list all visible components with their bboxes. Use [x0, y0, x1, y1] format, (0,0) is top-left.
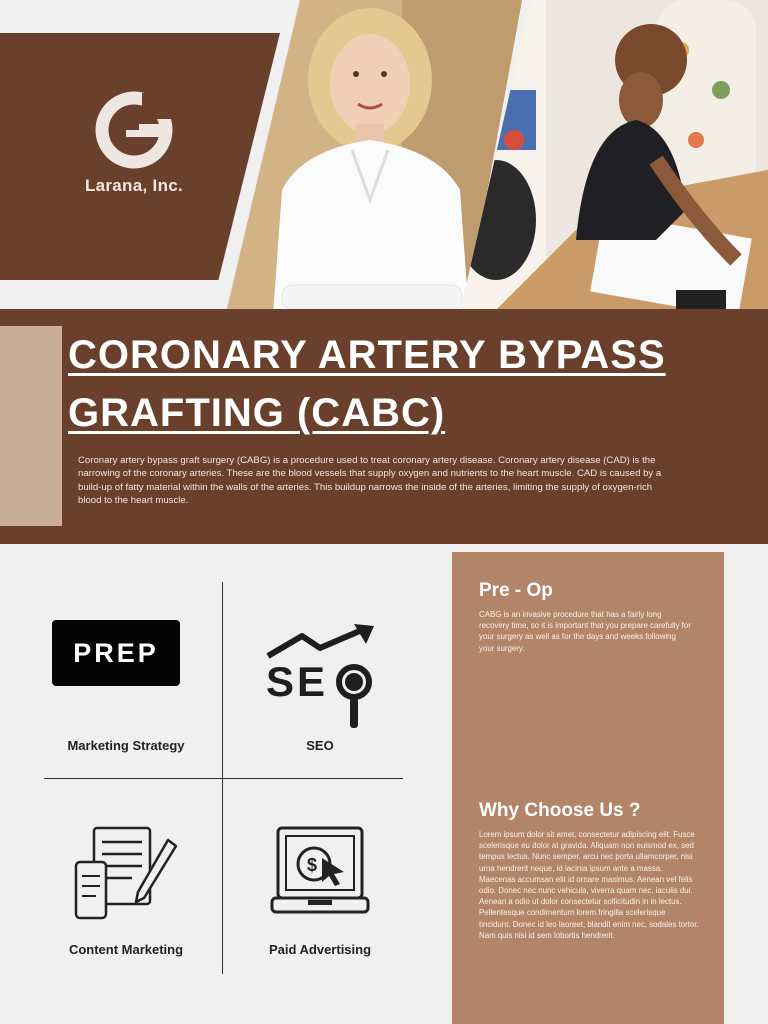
paid-advertising-laptop-icon: [270, 826, 370, 918]
page-title-line-2: GRAFTING (CABC): [68, 391, 446, 435]
page-title-line-1: CORONARY ARTERY BYPASS: [68, 333, 666, 377]
why-choose-text: Lorem ipsum dolor sit amet, consectetur adipiscing elit. Fusce scelerisque eu dolor at gravida. Aliquam non euismod ex, sed tempus lectus. Nunc semper, arcu nec porta ullamcorper, nisi urna hendrerit neque, id lacinia ipsum ante a massa. Maecenas accumsan elit id ornare maximus. Aenean vel felis odio. Donec nec nunc vehicula, viverra quam nec, iaculis dui. Aenean a odio ut dolor consectetur sollicitudin in in lectus. Pellentesque condimentum lorem fringilla scelerisque tincidunt. Donec id leo laoreet, blandit enim nec, sodales tortor. Nam quis nisi id sem lobortis hendrerit.: [479, 830, 699, 940]
preop-text: CABG is an invasive procedure that has a fairly long recovery time, so it is important that you prepare carefully for your surgery as well as for the days and weeks following your surgery.: [479, 610, 691, 653]
page-title: [68, 326, 758, 442]
prep-badge: PREP: [52, 620, 180, 686]
company-logo-icon: [94, 90, 174, 170]
company-name: Larana, Inc.: [84, 176, 184, 195]
tile-label-paid-advertising: Paid Advertising: [268, 942, 372, 957]
preop-title: Pre - Op: [479, 580, 553, 601]
why-choose-title: Why Choose Us ?: [479, 800, 641, 821]
tile-label-content-marketing: Content Marketing: [68, 942, 184, 957]
hero-accent-block: [0, 326, 62, 526]
tile-label-marketing-strategy: Marketing Strategy: [67, 738, 185, 753]
seo-icon-text: SE: [266, 658, 329, 705]
grid-divider-horizontal: [44, 778, 403, 779]
tile-label-seo: SEO: [306, 738, 334, 753]
seo-magnifier-icon: [262, 622, 378, 732]
content-document-pen-icon: [72, 826, 182, 920]
svg-text:$: $: [307, 855, 318, 875]
hero-description: Coronary artery bypass graft surgery (CABG) is a procedure used to treat coronary artery disease. Coronary artery disease (CAD) is the narrowing of the coronary arteries. These are the blood vessels that supply oxygen and nutrients to the heart muscle. CAD is caused by a build-up of fatty material within the walls of the arteries. This buildup narrows the inside of the arteries, limiting the supply of oxygen-rich blood to the heart muscle.: [78, 455, 662, 507]
